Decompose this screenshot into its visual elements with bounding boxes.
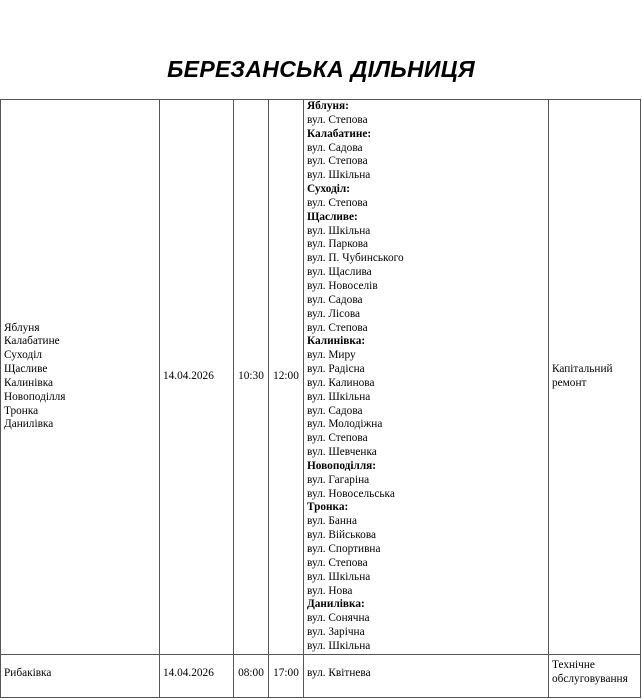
villages-cell [1, 100, 160, 655]
list-line: Калинівка [4, 376, 54, 389]
villages-cell [1, 654, 160, 697]
streets-cell [304, 654, 549, 697]
start-time-cell: 10:30 [234, 100, 269, 655]
street-name: вул. Степова [307, 155, 368, 168]
street-name: вул. Шевченка [307, 446, 377, 459]
street-name: вул. Банна [307, 515, 357, 528]
street-name: вул. Спортивна [307, 543, 381, 555]
list-line: Тронка [4, 404, 39, 417]
street-name: вул. Шкільна [307, 390, 371, 403]
end-time-cell: 17:00 [269, 654, 304, 697]
list-line: Данилівка [4, 418, 54, 431]
list-line: Яблуня [4, 321, 40, 334]
street-name: вул. Лісова [307, 307, 361, 320]
street-name: вул. Садова [307, 404, 363, 417]
street-name: вул. Степова [307, 113, 368, 126]
street-name: вул. Степова [307, 321, 368, 334]
settlement-heading: Калабатине: [307, 127, 372, 140]
street-name: вул. Новосельська [307, 487, 395, 500]
list-line: обслуговування [552, 672, 628, 685]
page-title: БЕРЕЗАНСЬКА ДІЛЬНИЦЯ [167, 56, 475, 82]
street-name: вул. Шкільна [307, 169, 371, 182]
street-name: вул. Молодіжна [307, 418, 383, 431]
street-name: вул. Садова [307, 141, 363, 154]
street-name: вул. Степова [307, 432, 368, 445]
settlement-heading: Суходіл: [307, 183, 351, 196]
settlement-heading: Щасливе: [307, 210, 358, 223]
street-name: вул. Нова [307, 584, 353, 597]
settlement-heading: Калинівка: [307, 335, 366, 348]
date-cell: 14.04.2026 [160, 100, 234, 655]
settlement-heading: Данилівка: [307, 598, 365, 611]
street-name: вул. П. Чубинського [307, 252, 404, 265]
street-name: вул. Шкільна [307, 570, 371, 583]
street-name: вул. Гагаріна [307, 473, 370, 486]
street-name: вул. Радісна [307, 363, 365, 376]
start-time-cell: 08:00 [234, 654, 269, 697]
list-line: Рибаківка [4, 666, 52, 679]
street-name: вул. Степова [307, 556, 368, 569]
street-name: вул. Військова [307, 529, 377, 542]
work-type-cell [549, 654, 641, 697]
street-name: вул. Садова [307, 293, 363, 306]
street-name: вул. Степова [307, 196, 368, 209]
street-name: вул. Щаслива [307, 266, 372, 279]
street-name: вул. Калинова [307, 376, 375, 389]
end-time-cell: 12:00 [269, 100, 304, 655]
street-name: вул. Зарічна [307, 626, 365, 639]
street-name: вул. Сонячна [307, 612, 370, 625]
date-cell: 14.04.2026 [160, 654, 234, 697]
list-line: Технічне [552, 658, 595, 671]
list-line: Калабатине [4, 335, 60, 348]
streets-cell [304, 100, 549, 655]
list-line: Суходіл [4, 349, 42, 362]
street-name: вул. Шкільна [307, 639, 371, 652]
street-name: вул. Новоселів [307, 279, 378, 292]
settlement-heading: Новоподілля: [307, 459, 377, 472]
street-name: вул. Миру [307, 349, 356, 362]
settlement-heading: Яблуня: [307, 100, 349, 112]
work-type-cell [549, 100, 641, 655]
list-line: Щасливе [4, 363, 48, 376]
outage-schedule-table [0, 99, 641, 698]
list-line: ремонт [552, 376, 587, 389]
table-row [1, 654, 641, 697]
street-name: вул. Паркова [307, 238, 368, 251]
settlement-heading: Тронка: [307, 501, 349, 514]
list-line: Капітальний [552, 363, 613, 376]
list-line: Новоподілля [4, 390, 66, 403]
street-name: вул. Квітнева [307, 666, 371, 679]
table-row [1, 100, 641, 655]
street-name: вул. Шкільна [307, 224, 371, 237]
